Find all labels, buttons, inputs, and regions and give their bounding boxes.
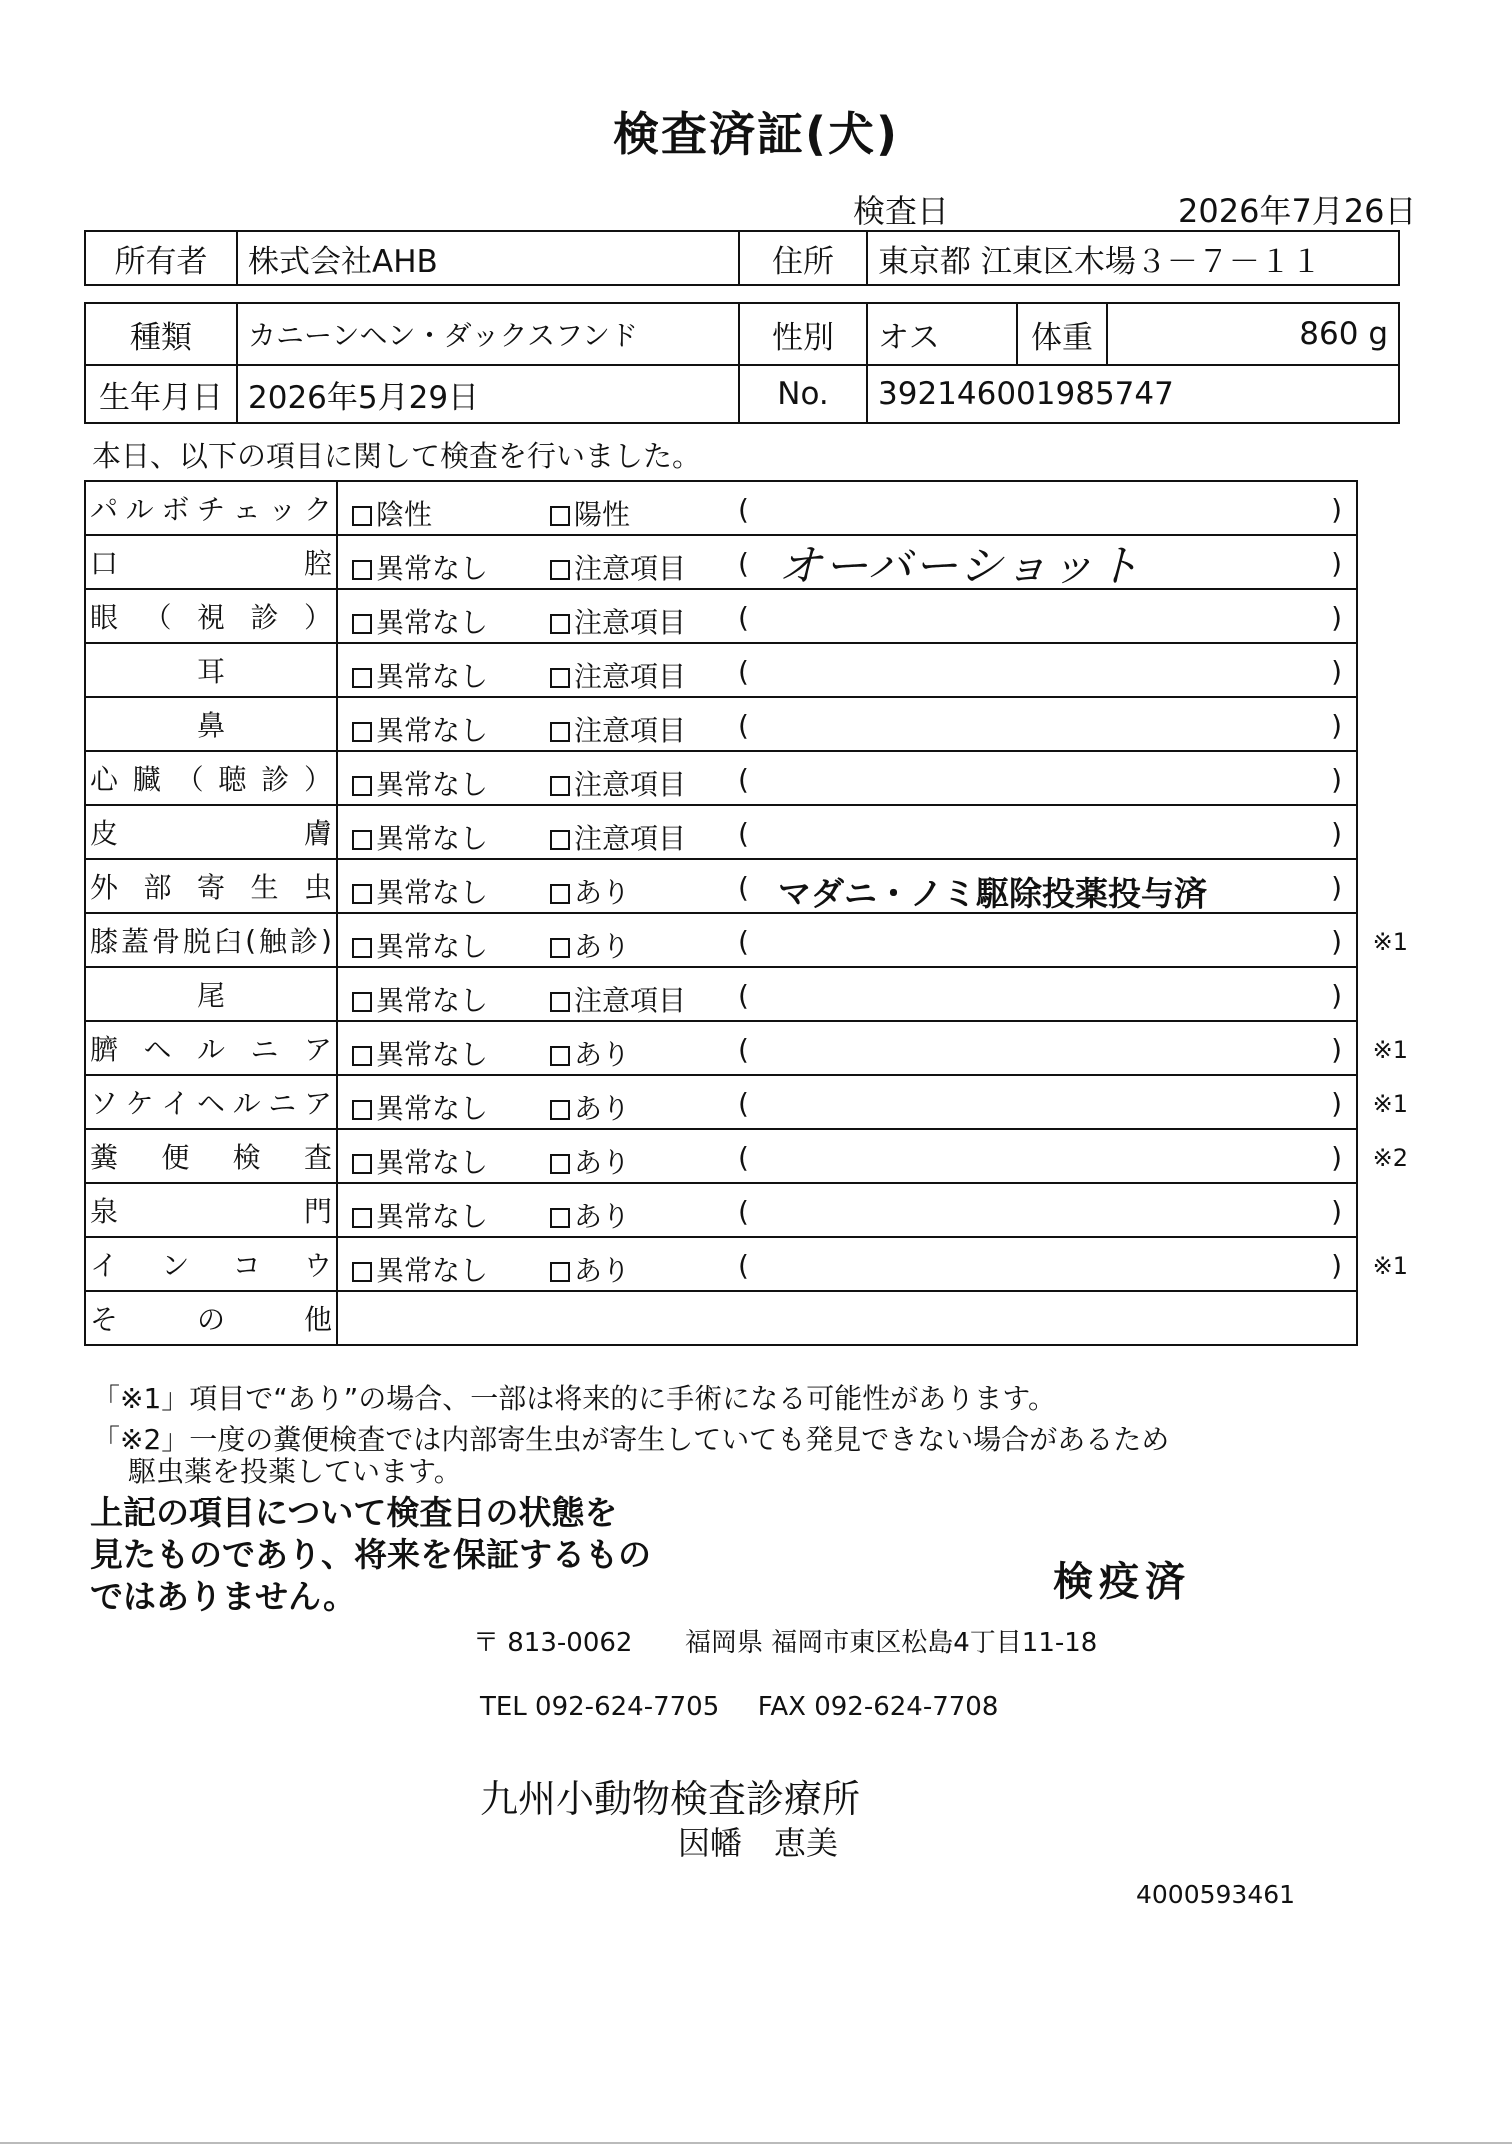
check-options	[337, 1237, 1408, 1291]
owner-label: 所有者	[85, 231, 237, 285]
item-char: 他	[303, 1303, 332, 1336]
item-char: 聴	[218, 763, 247, 796]
note-open-paren: (	[738, 547, 749, 580]
item-char: 触	[259, 925, 288, 958]
note-close-paren: )	[1331, 871, 1342, 904]
option-1-label: 異常なし	[376, 984, 489, 1017]
check-row	[85, 643, 1357, 697]
note-close-paren: )	[1331, 709, 1342, 742]
item-char: 眼	[90, 601, 119, 634]
item-char: 糞	[90, 1141, 119, 1174]
item-char: 骨	[152, 925, 181, 958]
option-2-checkbox[interactable]	[550, 655, 686, 695]
option-2-label: あり	[574, 1146, 631, 1179]
checkbox-icon	[550, 506, 570, 526]
option-1-label: 陰性	[376, 498, 433, 531]
checkbox-icon	[550, 1262, 570, 1282]
item-char: ル	[232, 1087, 261, 1120]
note-close-paren: )	[1331, 655, 1342, 688]
clinic-fax: FAX 092-624-7708	[757, 1692, 999, 1722]
owner-value: 株式会社AHB	[237, 231, 739, 285]
option-1-checkbox[interactable]	[352, 1141, 488, 1181]
option-2-checkbox[interactable]	[550, 1087, 630, 1127]
check-item-label	[90, 596, 332, 636]
item-char: ボ	[161, 493, 190, 526]
option-1-label: 異常なし	[376, 1254, 489, 1287]
option-2-checkbox[interactable]	[550, 925, 630, 965]
note-open-paren: (	[738, 925, 749, 958]
option-1-checkbox[interactable]	[352, 817, 488, 857]
item-char: 皮	[90, 817, 119, 850]
check-item-label	[90, 1244, 332, 1284]
check-row	[85, 805, 1357, 859]
quarantine-stamp: 検疫済	[1053, 1559, 1191, 1605]
check-row	[85, 535, 1357, 589]
page-edge-line	[0, 2142, 1512, 2144]
checkbox-icon	[550, 884, 570, 904]
item-char: 査	[303, 1141, 332, 1174]
note-open-paren: (	[738, 1195, 749, 1228]
option-1-checkbox[interactable]	[352, 601, 488, 641]
item-char: (	[245, 923, 257, 957]
item-char: 臍	[90, 1033, 119, 1066]
item-char: 蓋	[121, 925, 150, 958]
item-char: ェ	[232, 493, 261, 526]
item-char: 膚	[303, 817, 332, 850]
item-char: ル	[125, 493, 154, 526]
sex-label: 性別	[739, 303, 867, 365]
option-2-label: 注意項目	[574, 552, 687, 585]
checkbox-icon	[352, 776, 372, 796]
check-item	[85, 967, 337, 1021]
checkbox-icon	[550, 992, 570, 1012]
checkbox-icon	[352, 884, 372, 904]
check-item	[85, 751, 337, 805]
note-close-paren: )	[1331, 979, 1342, 1012]
item-char: チ	[196, 493, 225, 526]
document-number: 4000593461	[1136, 1880, 1296, 1909]
option-2-label: あり	[574, 1254, 631, 1287]
option-1-checkbox[interactable]	[352, 493, 432, 533]
note-open-paren: (	[738, 763, 749, 796]
check-row	[85, 1237, 1357, 1291]
checkbox-icon	[550, 1208, 570, 1228]
check-item	[85, 1183, 337, 1237]
option-1-label: 異常なし	[376, 1092, 489, 1125]
option-1-checkbox[interactable]	[352, 655, 488, 695]
footnote-1: 「※1」項目で“あり”の場合、一部は将来的に手術になる可能性があります。	[92, 1382, 1057, 1415]
breed-value: カニーンヘン・ダックスフンド	[237, 303, 739, 365]
option-2-label: 注意項目	[574, 714, 687, 747]
check-item-label: 鼻	[196, 709, 225, 742]
note-close-paren: )	[1331, 925, 1342, 958]
checkbox-icon	[550, 614, 570, 634]
check-row	[85, 1183, 1357, 1237]
check-row	[85, 913, 1357, 967]
item-char: 虫	[303, 871, 332, 904]
item-char: 生	[250, 871, 279, 904]
item-char: 心	[90, 763, 119, 796]
item-char: 門	[303, 1195, 332, 1228]
check-item	[85, 481, 337, 535]
option-2-checkbox[interactable]	[550, 871, 630, 911]
address-value: 東京都 江東区木場３－７－１１	[867, 231, 1399, 285]
other-item	[85, 1291, 337, 1345]
option-2-label: あり	[574, 1200, 631, 1233]
item-char: 部	[143, 871, 172, 904]
owner-table	[84, 230, 1400, 286]
option-2-checkbox[interactable]	[550, 709, 686, 749]
option-1-label: 異常なし	[376, 768, 489, 801]
note-open-paren: (	[738, 979, 749, 1012]
option-2-checkbox[interactable]	[550, 1033, 630, 1073]
option-1-label: 異常なし	[376, 606, 489, 639]
birth-value: 2026年5月29日	[237, 365, 739, 423]
note-close-paren: )	[1331, 601, 1342, 634]
option-2-label: 注意項目	[574, 822, 687, 855]
note-open-paren: (	[738, 601, 749, 634]
item-char: 臼	[214, 925, 243, 958]
check-item-label	[90, 1136, 332, 1176]
check-options	[337, 535, 1357, 592]
check-options	[337, 805, 1357, 859]
checkbox-icon	[352, 1154, 372, 1174]
note-open-paren: (	[738, 493, 749, 526]
weight-value: 860 g	[1107, 303, 1399, 365]
checkbox-icon	[550, 938, 570, 958]
checkbox-icon	[352, 560, 372, 580]
option-2-checkbox[interactable]	[550, 1195, 630, 1235]
disclaimer: 上記の項目について検査日の状態を 見たものであり、将来を保証するもの ではありません。	[90, 1493, 651, 1616]
checkbox-icon	[550, 1154, 570, 1174]
weight-label: 体重	[1017, 303, 1107, 365]
item-char: ニ	[250, 1033, 279, 1066]
page-title: 検査済証(犬)	[612, 107, 900, 161]
clinic-tel: TEL 092-624-7705	[480, 1692, 720, 1722]
checkbox-icon	[352, 506, 372, 526]
option-1-label: 異常なし	[376, 714, 489, 747]
checkbox-icon	[550, 776, 570, 796]
note-close-paren: )	[1331, 547, 1342, 580]
option-1-checkbox[interactable]	[352, 1087, 488, 1127]
check-item	[85, 1021, 337, 1075]
clinic-postal: 〒 813-0062	[473, 1628, 633, 1658]
check-options	[337, 1075, 1408, 1129]
check-options	[337, 967, 1357, 1021]
checkbox-icon	[352, 938, 372, 958]
note-close-paren: )	[1331, 817, 1342, 850]
note-close-paren: )	[1331, 1141, 1342, 1174]
check-item	[85, 805, 337, 859]
checkbox-icon	[550, 668, 570, 688]
note-open-paren: (	[738, 1249, 749, 1282]
checkbox-icon	[352, 992, 372, 1012]
item-char: ソ	[90, 1087, 119, 1120]
check-item	[85, 1129, 337, 1183]
check-row	[85, 697, 1357, 751]
note-open-paren: (	[738, 655, 749, 688]
checkbox-icon	[352, 614, 372, 634]
checkbox-icon	[550, 560, 570, 580]
footnote-2-line-2: 駆虫薬を投薬しています。	[128, 1455, 462, 1488]
option-2-label: 陽性	[574, 498, 631, 531]
item-char: ッ	[268, 493, 297, 526]
option-1-checkbox[interactable]	[352, 1249, 488, 1289]
veterinarian-name: 因幡 恵美	[678, 1824, 839, 1862]
check-item-label	[90, 1028, 332, 1068]
option-2-checkbox[interactable]	[550, 763, 686, 803]
item-char: 診	[261, 763, 290, 796]
check-row	[85, 481, 1357, 535]
item-char: コ	[232, 1249, 261, 1282]
check-item	[85, 1237, 337, 1291]
option-2-label: あり	[574, 1092, 631, 1125]
item-char: 視	[196, 601, 225, 634]
item-char: 腔	[303, 547, 332, 580]
checkbox-icon	[550, 722, 570, 742]
no-value: 392146001985747	[867, 365, 1399, 423]
item-char: ア	[303, 1033, 332, 1066]
option-2-label: 注意項目	[574, 660, 687, 693]
clinic-address-line	[473, 1622, 1097, 1659]
item-char: ヘ	[196, 1087, 225, 1120]
option-1-label: 異常なし	[376, 552, 489, 585]
footnote-mark: ※1	[1372, 1036, 1408, 1064]
option-2-label: 注意項目	[574, 768, 687, 801]
animal-table	[84, 302, 1400, 424]
footnote-mark: ※1	[1372, 1252, 1408, 1280]
note-open-paren: (	[738, 1033, 749, 1066]
other-item-label	[90, 1298, 332, 1338]
item-char: 検	[232, 1141, 261, 1174]
clinic-contact-line	[480, 1692, 998, 1722]
check-item-label: 尾	[196, 979, 225, 1012]
check-item-label	[90, 812, 332, 852]
option-2-checkbox[interactable]	[550, 547, 686, 587]
note-close-paren: )	[1331, 493, 1342, 526]
option-2-label: 注意項目	[574, 606, 687, 639]
check-item-label: 耳	[196, 655, 225, 688]
option-2-checkbox[interactable]	[550, 493, 630, 533]
check-options	[337, 643, 1357, 697]
item-char: ン	[161, 1249, 190, 1282]
option-1-label: 異常なし	[376, 1038, 489, 1071]
option-1-label: 異常なし	[376, 876, 489, 909]
checkbox-icon	[352, 1208, 372, 1228]
option-2-checkbox[interactable]	[550, 817, 686, 857]
check-options	[337, 697, 1357, 751]
check-row	[85, 859, 1357, 913]
option-1-label: 異常なし	[376, 1146, 489, 1179]
item-char: （	[175, 763, 204, 796]
item-char: ）	[303, 763, 332, 796]
check-options	[337, 1021, 1408, 1075]
check-item	[85, 643, 337, 697]
intro-text: 本日、以下の項目に関して検査を行いました。	[92, 439, 702, 473]
item-char: 膝	[90, 925, 119, 958]
option-1-checkbox[interactable]	[352, 1033, 488, 1073]
item-char: イ	[161, 1087, 190, 1120]
address-label: 住所	[739, 231, 867, 285]
note-close-paren: )	[1331, 763, 1342, 796]
check-row	[85, 589, 1357, 643]
breed-label: 種類	[85, 303, 237, 365]
item-char: 寄	[196, 871, 225, 904]
note-close-paren: )	[1331, 1195, 1342, 1228]
item-char: ニ	[268, 1087, 297, 1120]
item-char: 診	[290, 925, 319, 958]
note-close-paren: )	[1331, 1249, 1342, 1282]
footnote-mark: ※1	[1372, 928, 1408, 956]
option-1-label: 異常なし	[376, 660, 489, 693]
item-char: ウ	[303, 1249, 332, 1282]
note-close-paren: )	[1331, 1033, 1342, 1066]
item-char: )	[321, 923, 332, 957]
inspection-date-label: 検査日	[853, 192, 950, 230]
item-char: ア	[303, 1087, 332, 1120]
note-close-paren: )	[1331, 1087, 1342, 1120]
note-open-paren: (	[738, 1141, 749, 1174]
checkbox-icon	[550, 1046, 570, 1066]
option-1-checkbox[interactable]	[352, 979, 488, 1019]
note-open-paren: (	[738, 817, 749, 850]
item-char: ク	[303, 493, 332, 526]
item-char: ヘ	[143, 1033, 172, 1066]
footnote-2-line-1: 「※2」一度の糞便検査では内部寄生虫が寄生していても発見できない場合があるため	[92, 1423, 1170, 1456]
item-char: （	[143, 601, 172, 634]
option-2-label: あり	[574, 930, 631, 963]
checkbox-icon	[550, 1100, 570, 1120]
check-row	[85, 1021, 1357, 1075]
check-item-label	[90, 920, 332, 960]
option-2-label: あり	[574, 1038, 631, 1071]
item-char: 口	[90, 547, 119, 580]
check-item-label	[90, 542, 332, 582]
option-2-checkbox[interactable]	[550, 1249, 630, 1289]
check-item-label	[90, 866, 332, 906]
check-item	[85, 1075, 337, 1129]
check-options	[337, 1183, 1357, 1237]
note-open-paren: (	[738, 871, 749, 904]
no-label: No.	[739, 365, 867, 423]
check-options	[337, 481, 1357, 535]
check-item	[85, 589, 337, 643]
item-char: ケ	[125, 1087, 154, 1120]
option-1-checkbox[interactable]	[352, 763, 488, 803]
item-char: パ	[90, 493, 119, 526]
option-1-label: 異常なし	[376, 930, 489, 963]
item-char: 外	[90, 871, 119, 904]
item-char: 診	[250, 601, 279, 634]
checkbox-icon	[352, 668, 372, 688]
check-options	[337, 751, 1357, 805]
option-1-checkbox[interactable]	[352, 1195, 488, 1235]
item-char: 便	[161, 1141, 190, 1174]
clinic-name: 九州小動物検査診療所	[480, 1777, 861, 1821]
checkbox-icon	[352, 722, 372, 742]
option-1-checkbox[interactable]	[352, 547, 488, 587]
option-2-checkbox[interactable]	[550, 1141, 630, 1181]
check-options	[337, 589, 1357, 643]
check-item-label	[90, 1190, 332, 1230]
check-item-label	[90, 1082, 332, 1122]
item-char: イ	[90, 1249, 119, 1282]
checks-table	[84, 480, 1408, 1346]
option-1-label: 異常なし	[376, 1200, 489, 1233]
footnote-mark: ※2	[1372, 1144, 1408, 1172]
item-char: 泉	[90, 1195, 119, 1228]
checkbox-icon	[352, 830, 372, 850]
check-options	[337, 1129, 1408, 1183]
note-open-paren: (	[738, 1087, 749, 1120]
check-row	[85, 751, 1357, 805]
check-note: オーバーショット	[778, 541, 1143, 592]
item-char: の	[196, 1303, 225, 1336]
check-item-label	[90, 488, 332, 528]
item-char: ）	[303, 601, 332, 634]
inspection-date: 2026年7月26日	[1178, 192, 1417, 230]
item-char: 脱	[183, 925, 212, 958]
check-row	[85, 1129, 1357, 1183]
check-item	[85, 697, 337, 751]
other-value	[337, 1291, 1357, 1345]
option-1-label: 異常なし	[376, 822, 489, 855]
checkbox-icon	[352, 1100, 372, 1120]
check-options	[337, 859, 1357, 913]
check-options	[337, 913, 1408, 967]
clinic-address: 福岡県 福岡市東区松島4丁目11-18	[684, 1628, 1098, 1658]
option-2-label: あり	[574, 876, 631, 909]
checkbox-icon	[352, 1262, 372, 1282]
check-item	[85, 913, 337, 967]
option-1-checkbox[interactable]	[352, 871, 488, 911]
option-1-checkbox[interactable]	[352, 925, 488, 965]
option-2-checkbox[interactable]	[550, 601, 686, 641]
item-char: そ	[90, 1303, 119, 1336]
check-row	[85, 967, 1357, 1021]
birth-label: 生年月日	[85, 365, 237, 423]
checkbox-icon	[550, 830, 570, 850]
check-row	[85, 1075, 1357, 1129]
sex-value: オス	[867, 303, 1017, 365]
checkbox-icon	[352, 1046, 372, 1066]
option-2-label: 注意項目	[574, 984, 687, 1017]
item-char: ル	[196, 1033, 225, 1066]
check-item	[85, 859, 337, 913]
check-note: マダニ・ノミ駆除投薬投与済	[778, 874, 1207, 913]
note-open-paren: (	[738, 709, 749, 742]
check-item	[85, 535, 337, 589]
check-item-label	[90, 758, 332, 798]
footnote-mark: ※1	[1372, 1090, 1408, 1118]
option-1-checkbox[interactable]	[352, 709, 488, 749]
option-2-checkbox[interactable]	[550, 979, 686, 1019]
item-char: 臓	[132, 763, 161, 796]
